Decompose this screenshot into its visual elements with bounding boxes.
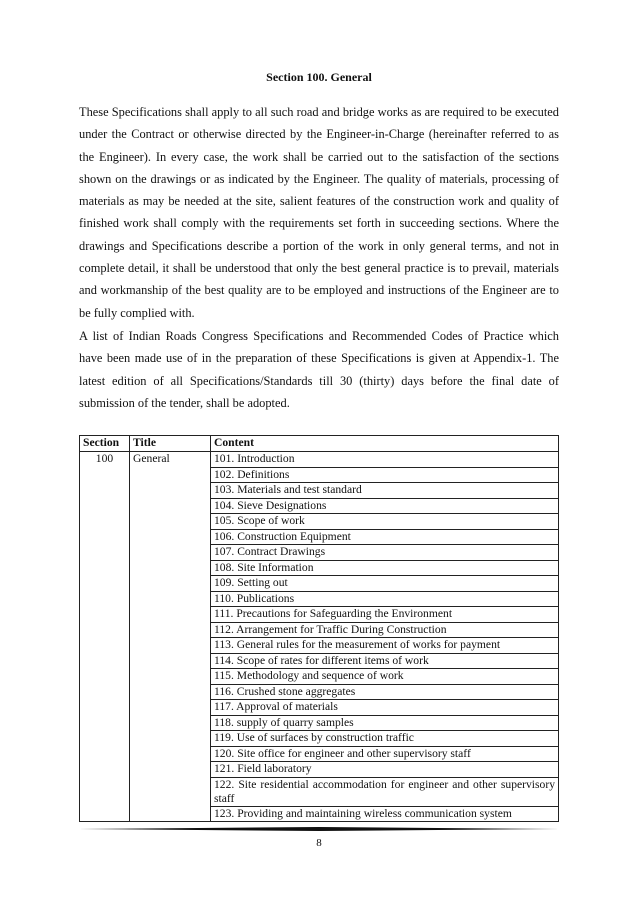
content-item: 106. Construction Equipment [211, 529, 559, 545]
intro-paragraph: These Specifications shall apply to all such road and bridge works as are required to be executed under the Contract or otherwise directed by the Engineer-in-Charge (hereinafter referred to as the Engineer). In every case, the work shall be carried out to the satisfaction of the sections shown on the drawings or as indicated by the Engineer. The quality of materials, processing of materials as may be needed at the site, salient features of the construction work and quality of finished work shall comply with the requirements set forth in succeeding sections. Where the drawings and Specifications describe a portion of the work in only general terms, and not in complete detail, it shall be understood that only the best general practice is to prevail, materials and workmanship of the best quality are to be employed and instructions of the Engineer are to be fully complied with. [79, 105, 559, 320]
sections-table [79, 435, 559, 822]
content-item: 111. Precautions for Safeguarding the Environment [211, 607, 559, 623]
section-number: 100 [80, 452, 130, 822]
content-item: 101. Introduction [211, 452, 559, 468]
content-item: 116. Crushed stone aggregates [211, 684, 559, 700]
codes-paragraph: A list of Indian Roads Congress Specifications and Recommended Codes of Practice which have been made use of in the preparation of these Specifications is given at Appendix-1. The latest edition of all Specifications/Standards till 30 (thirty) days before the final date of submission of the tender, shall be adopted. [79, 329, 559, 410]
content-item: 115. Methodology and sequence of work [211, 669, 559, 685]
content-item: 120. Site office for engineer and other supervisory staff [211, 746, 559, 762]
content-item: 112. Arrangement for Traffic During Construction [211, 622, 559, 638]
page-number: 8 [316, 837, 322, 849]
table-header-row [80, 436, 559, 452]
content-item: 117. Approval of materials [211, 700, 559, 716]
content-item: 107. Contract Drawings [211, 545, 559, 561]
content-item: 108. Site Information [211, 560, 559, 576]
content-item: 121. Field laboratory [211, 762, 559, 778]
section-heading: Section 100. General [266, 70, 372, 84]
content-item: 114. Scope of rates for different items of work [211, 653, 559, 669]
header-section: Section [80, 436, 130, 452]
header-title: Title [130, 436, 211, 452]
content-item: 105. Scope of work [211, 514, 559, 530]
content-item: 102. Definitions [211, 467, 559, 483]
table-body [80, 452, 559, 822]
content-item: 118. supply of quarry samples [211, 715, 559, 731]
content-item: 109. Setting out [211, 576, 559, 592]
content-item: 103. Materials and test standard [211, 483, 559, 499]
content-item: 110. Publications [211, 591, 559, 607]
content-item: 122. Site residential accommodation for engineer and other supervisory staff [211, 777, 559, 806]
table-row [80, 452, 559, 468]
footer-rule [79, 827, 559, 831]
content-item: 113. General rules for the measurement of works for payment [211, 638, 559, 654]
content-item: 104. Sieve Designations [211, 498, 559, 514]
content-item: 123. Providing and maintaining wireless communication system [211, 806, 559, 822]
header-content: Content [211, 436, 559, 452]
section-title: General [130, 452, 211, 822]
content-item: 119. Use of surfaces by construction traffic [211, 731, 559, 747]
